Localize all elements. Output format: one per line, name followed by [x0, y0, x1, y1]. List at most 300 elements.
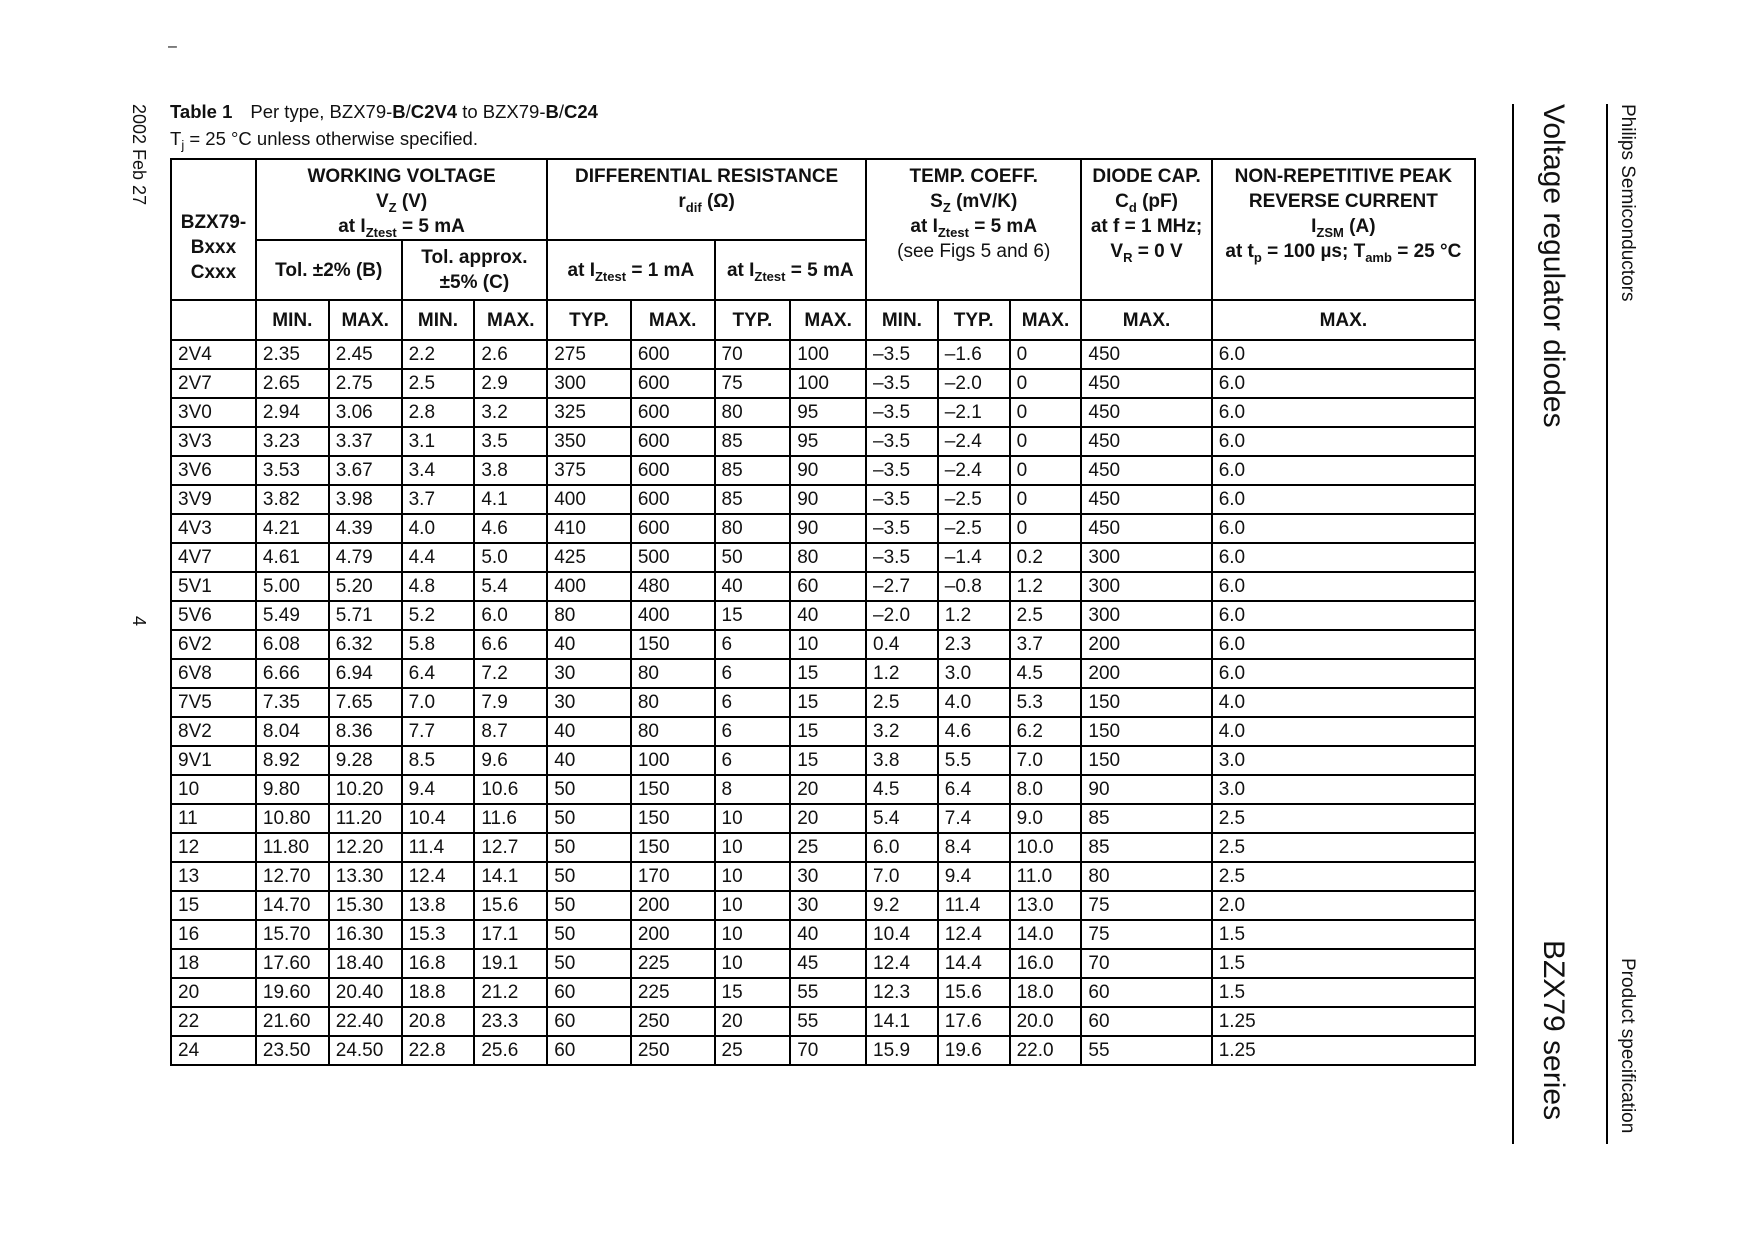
table-cell: 250 — [631, 1007, 715, 1036]
table-cell: 11.20 — [329, 804, 402, 833]
table-cell: 85 — [715, 485, 791, 514]
table-cell: 2.3 — [938, 630, 1010, 659]
table-cell: 6.08 — [256, 630, 329, 659]
table-cell: 7.65 — [329, 688, 402, 717]
table-cell: –3.5 — [866, 340, 938, 369]
table-cell: 100 — [631, 746, 715, 775]
specification-table — [170, 158, 1476, 1066]
table-cell: 480 — [631, 572, 715, 601]
table-row — [171, 369, 1475, 398]
table-cell: 9.4 — [938, 862, 1010, 891]
table-cell: 200 — [631, 891, 715, 920]
table-cell: 150 — [631, 630, 715, 659]
table-cell: 80 — [715, 398, 791, 427]
table-cell: 13.30 — [329, 862, 402, 891]
table-cell: 40 — [547, 746, 631, 775]
type-cell: 6V8 — [171, 659, 256, 688]
table-cell: 0 — [1010, 340, 1082, 369]
table-cell: 150 — [1081, 688, 1211, 717]
type-cell: 12 — [171, 833, 256, 862]
table-cell: 23.50 — [256, 1036, 329, 1065]
table-row — [171, 427, 1475, 456]
differential-resistance-header: DIFFERENTIAL RESISTANCE $r_{dif}$ (Ω) — [547, 159, 866, 240]
table-cell: 100 — [790, 340, 866, 369]
table-cell: 6.0 — [866, 833, 938, 862]
table-cell: 40 — [790, 920, 866, 949]
table-cell: 100 — [790, 369, 866, 398]
table-row — [171, 485, 1475, 514]
table-cell: 2.0 — [1212, 891, 1475, 920]
table-cell: 275 — [547, 340, 631, 369]
table-cell: 6 — [715, 717, 791, 746]
table-cell: 30 — [547, 659, 631, 688]
table-row — [171, 978, 1475, 1007]
table-cell: 9.6 — [474, 746, 547, 775]
table-cell: 4.39 — [329, 514, 402, 543]
table-cell: 0.2 — [1010, 543, 1082, 572]
table-cell: 4.6 — [474, 514, 547, 543]
table-cell: 19.6 — [938, 1036, 1010, 1065]
table-cell: 90 — [790, 514, 866, 543]
table-cell: 4.0 — [402, 514, 475, 543]
table-cell: 12.4 — [938, 920, 1010, 949]
header-rule-outer — [1606, 104, 1608, 1144]
table-cell: 150 — [1081, 717, 1211, 746]
table-row — [171, 514, 1475, 543]
table-cell: 300 — [547, 369, 631, 398]
table-cell: 60 — [1081, 978, 1211, 1007]
table-row — [171, 833, 1475, 862]
table-cell: 450 — [1081, 340, 1211, 369]
table-cell: 2.6 — [474, 340, 547, 369]
table-cell: 90 — [790, 456, 866, 485]
table-cell: 3.2 — [866, 717, 938, 746]
table-cell: 7.0 — [1010, 746, 1082, 775]
table-cell: 0 — [1010, 456, 1082, 485]
col-typ: TYP. — [938, 300, 1010, 340]
table-cell: 2.65 — [256, 369, 329, 398]
table-cell: 200 — [1081, 630, 1211, 659]
header-rule-inner — [1512, 104, 1514, 1144]
table-label: Table 1 — [170, 101, 233, 122]
table-cell: 3.1 — [402, 427, 475, 456]
table-cell: 3.7 — [402, 485, 475, 514]
table-cell: 12.7 — [474, 833, 547, 862]
table-cell: 8.7 — [474, 717, 547, 746]
table-cell: 6.4 — [938, 775, 1010, 804]
table-cell: 21.2 — [474, 978, 547, 1007]
table-cell: 30 — [790, 891, 866, 920]
table-cell: 60 — [547, 1036, 631, 1065]
table-row — [171, 775, 1475, 804]
table-cell: 15 — [790, 688, 866, 717]
table-cell: 85 — [715, 456, 791, 485]
table-cell: 15 — [715, 978, 791, 1007]
table-cell: 300 — [1081, 572, 1211, 601]
table-cell: 6.0 — [1212, 456, 1475, 485]
table-cell: 19.1 — [474, 949, 547, 978]
table-cell: 6.0 — [1212, 572, 1475, 601]
table-cell: 85 — [1081, 833, 1211, 862]
table-cell: 13.8 — [402, 891, 475, 920]
table-cell: 425 — [547, 543, 631, 572]
table-cell: 8.92 — [256, 746, 329, 775]
table-cell: 6 — [715, 659, 791, 688]
table-cell: 3.4 — [402, 456, 475, 485]
table-cell: 50 — [547, 775, 631, 804]
page-number: 4 — [129, 616, 149, 627]
table-cell: 4.79 — [329, 543, 402, 572]
table-cell: 4.1 — [474, 485, 547, 514]
col-max: MAX. — [474, 300, 547, 340]
table-cell: 40 — [547, 717, 631, 746]
table-cell: –3.5 — [866, 427, 938, 456]
table-cell: 8.04 — [256, 717, 329, 746]
type-cell: 3V6 — [171, 456, 256, 485]
col-max: MAX. — [631, 300, 715, 340]
table-cell: 150 — [631, 804, 715, 833]
table-cell: 600 — [631, 340, 715, 369]
table-cell: 0 — [1010, 369, 1082, 398]
table-cell: 10.80 — [256, 804, 329, 833]
table-row — [171, 862, 1475, 891]
table-cell: 10 — [715, 891, 791, 920]
table-cell: 2.5 — [1212, 804, 1475, 833]
type-cell: 6V2 — [171, 630, 256, 659]
table-cell: 0 — [1010, 427, 1082, 456]
table-cell: –3.5 — [866, 398, 938, 427]
table-row — [171, 630, 1475, 659]
table-cell: 6.2 — [1010, 717, 1082, 746]
reverse-current-header: NON-REPETITIVE PEAK REVERSE CURRENT $I_{ZSM}$ (A) at $t_p = 100$ µs; $T_{amb} = 25$ °C — [1212, 159, 1475, 300]
table-cell: 3.0 — [938, 659, 1010, 688]
col-max: MAX. — [1010, 300, 1082, 340]
table-cell: 600 — [631, 427, 715, 456]
table-cell: 85 — [715, 427, 791, 456]
table-cell: 4.61 — [256, 543, 329, 572]
table-cell: 15.30 — [329, 891, 402, 920]
table-cell: 6.0 — [474, 601, 547, 630]
table-cell: 80 — [547, 601, 631, 630]
table-cell: 12.3 — [866, 978, 938, 1007]
table-cell: 50 — [547, 891, 631, 920]
table-cell: 23.3 — [474, 1007, 547, 1036]
table-cell: 4.4 — [402, 543, 475, 572]
table-cell: 400 — [547, 572, 631, 601]
type-cell: 8V2 — [171, 717, 256, 746]
table-cell: 50 — [547, 804, 631, 833]
type-cell: 3V9 — [171, 485, 256, 514]
table-cell: 5.71 — [329, 601, 402, 630]
table-cell: 25 — [790, 833, 866, 862]
table-cell: 14.1 — [474, 862, 547, 891]
table-cell: 5.0 — [474, 543, 547, 572]
table-row — [171, 659, 1475, 688]
table-cell: 450 — [1081, 369, 1211, 398]
table-cell: 2.5 — [1212, 862, 1475, 891]
table-cell: –3.5 — [866, 369, 938, 398]
table-cell: 10 — [715, 804, 791, 833]
table-cell: 600 — [631, 485, 715, 514]
table-cell: 75 — [1081, 920, 1211, 949]
table-cell: 90 — [1081, 775, 1211, 804]
table-cell: 17.6 — [938, 1007, 1010, 1036]
table-cell: 20.40 — [329, 978, 402, 1007]
document-type: Product specification — [1617, 958, 1638, 1134]
table-cell: 9.28 — [329, 746, 402, 775]
table-cell: 600 — [631, 514, 715, 543]
table-cell: 5.4 — [474, 572, 547, 601]
table-cell: –2.1 — [938, 398, 1010, 427]
table-cell: 6.0 — [1212, 601, 1475, 630]
table-cell: 2.2 — [402, 340, 475, 369]
table-cell: 500 — [631, 543, 715, 572]
table-cell: 6.0 — [1212, 659, 1475, 688]
table-cell: 225 — [631, 978, 715, 1007]
table-row — [171, 804, 1475, 833]
type-cell: 2V4 — [171, 340, 256, 369]
table-cell: 15.3 — [402, 920, 475, 949]
table-cell: 80 — [631, 659, 715, 688]
table-cell: 22.8 — [402, 1036, 475, 1065]
table-row — [171, 572, 1475, 601]
table-cell: 6.94 — [329, 659, 402, 688]
table-cell: 90 — [790, 485, 866, 514]
table-row — [171, 688, 1475, 717]
table-cell: –3.5 — [866, 485, 938, 514]
table-cell: 4.8 — [402, 572, 475, 601]
tol-b-header: Tol. ±2% (B) — [256, 240, 402, 300]
table-cell: 300 — [1081, 601, 1211, 630]
working-voltage-header: WORKING VOLTAGE $V_Z$ (V) at $I_{Ztest} = 5$ mA — [256, 159, 547, 240]
table-cell: 250 — [631, 1036, 715, 1065]
table-cell: 1.5 — [1212, 978, 1475, 1007]
table-cell: 450 — [1081, 456, 1211, 485]
table-cell: 9.4 — [402, 775, 475, 804]
table-cell: 3.98 — [329, 485, 402, 514]
table-cell: 19.60 — [256, 978, 329, 1007]
table-condition: $T_j = 25$ °C unless otherwise specified. — [170, 128, 478, 153]
top-dash: – — [168, 38, 177, 55]
table-cell: –0.8 — [938, 572, 1010, 601]
type-cell: 5V1 — [171, 572, 256, 601]
table-cell: 2.94 — [256, 398, 329, 427]
table-cell: 0.4 — [866, 630, 938, 659]
table-cell: 40 — [790, 601, 866, 630]
table-cell: 15.6 — [474, 891, 547, 920]
table-cell: 7.0 — [402, 688, 475, 717]
table-cell: 21.60 — [256, 1007, 329, 1036]
table-cell: –2.7 — [866, 572, 938, 601]
table-cell: 6 — [715, 630, 791, 659]
company-name: Philips Semiconductors — [1617, 104, 1638, 302]
table-cell: 9.0 — [1010, 804, 1082, 833]
table-cell: 9.80 — [256, 775, 329, 804]
table-cell: 20 — [790, 775, 866, 804]
table-cell: 1.5 — [1212, 920, 1475, 949]
type-cell: 10 — [171, 775, 256, 804]
table-cell: 10 — [715, 920, 791, 949]
table-cell: 50 — [715, 543, 791, 572]
table-cell: 5.00 — [256, 572, 329, 601]
type-cell: 15 — [171, 891, 256, 920]
table-cell: –2.5 — [938, 485, 1010, 514]
blank-type-cell — [171, 300, 256, 340]
dr-1ma-header: at $I_{Ztest} = 1$ mA — [547, 240, 714, 300]
table-cell: 6.0 — [1212, 398, 1475, 427]
table-cell: 6.0 — [1212, 543, 1475, 572]
table-cell: 300 — [1081, 543, 1211, 572]
table-cell: 3.67 — [329, 456, 402, 485]
table-cell: 75 — [1081, 891, 1211, 920]
table-cell: 3.0 — [1212, 746, 1475, 775]
table-cell: –3.5 — [866, 543, 938, 572]
table-cell: 7.35 — [256, 688, 329, 717]
table-cell: 80 — [1081, 862, 1211, 891]
table-title: Table 1 Per type, BZX79-B/C2V4 to BZX79-B/C24 — [170, 101, 598, 122]
table-cell: 150 — [631, 775, 715, 804]
table-cell: 9.2 — [866, 891, 938, 920]
table-cell: –2.0 — [938, 369, 1010, 398]
table-cell: –3.5 — [866, 514, 938, 543]
table-cell: 80 — [631, 717, 715, 746]
table-row — [171, 949, 1475, 978]
document-title: Voltage regulator diodes — [1537, 104, 1570, 428]
table-cell: 600 — [631, 398, 715, 427]
table-cell: 3.0 — [1212, 775, 1475, 804]
table-row — [171, 456, 1475, 485]
table-cell: 200 — [631, 920, 715, 949]
table-cell: 6.0 — [1212, 427, 1475, 456]
table-cell: 4.0 — [1212, 717, 1475, 746]
type-cell: 4V7 — [171, 543, 256, 572]
col-min: MIN. — [866, 300, 938, 340]
table-cell: 6.0 — [1212, 514, 1475, 543]
table-cell: 3.2 — [474, 398, 547, 427]
table-cell: 95 — [790, 427, 866, 456]
table-cell: –1.6 — [938, 340, 1010, 369]
table-cell: 15.9 — [866, 1036, 938, 1065]
table-cell: 1.5 — [1212, 949, 1475, 978]
table-cell: 30 — [547, 688, 631, 717]
table-cell: 8 — [715, 775, 791, 804]
table-cell: –2.4 — [938, 456, 1010, 485]
table-cell: 25 — [715, 1036, 791, 1065]
table-cell: 60 — [1081, 1007, 1211, 1036]
table-cell: 16.8 — [402, 949, 475, 978]
table-cell: –3.5 — [866, 456, 938, 485]
table-cell: 6.0 — [1212, 485, 1475, 514]
table-row — [171, 340, 1475, 369]
table-cell: 95 — [790, 398, 866, 427]
tol-c-header: Tol. approx. ±5% (C) — [402, 240, 548, 300]
table-cell: 2.5 — [402, 369, 475, 398]
table-cell: 200 — [1081, 659, 1211, 688]
table-cell: 55 — [1081, 1036, 1211, 1065]
table-cell: 0 — [1010, 514, 1082, 543]
table-cell: 600 — [631, 456, 715, 485]
table-cell: 10 — [790, 630, 866, 659]
type-cell: 3V3 — [171, 427, 256, 456]
table-cell: 15 — [790, 717, 866, 746]
col-min: MIN. — [402, 300, 475, 340]
table-cell: 3.8 — [474, 456, 547, 485]
table-cell: 70 — [790, 1036, 866, 1065]
type-cell: 3V0 — [171, 398, 256, 427]
table-cell: 14.0 — [1010, 920, 1082, 949]
table-cell: 3.23 — [256, 427, 329, 456]
table-cell: 7.2 — [474, 659, 547, 688]
type-cell: 2V7 — [171, 369, 256, 398]
table-cell: 20 — [715, 1007, 791, 1036]
table-cell: 0 — [1010, 485, 1082, 514]
table-row — [171, 398, 1475, 427]
table-cell: 80 — [790, 543, 866, 572]
header-row-3 — [171, 300, 1475, 340]
table-cell: 4.6 — [938, 717, 1010, 746]
table-cell: 400 — [631, 601, 715, 630]
table-cell: 6.32 — [329, 630, 402, 659]
table-cell: 170 — [631, 862, 715, 891]
table-cell: 16.30 — [329, 920, 402, 949]
table-cell: 225 — [631, 949, 715, 978]
temp-coeff-header: TEMP. COEFF. $S_Z$ (mV/K) at $I_{Ztest} = 5$ mA (see Figs 5 and 6) — [866, 159, 1081, 300]
type-header: BZX79- Bxxx Cxxx — [171, 159, 256, 300]
col-max: MAX. — [790, 300, 866, 340]
table-cell: 10 — [715, 833, 791, 862]
table-row — [171, 601, 1475, 630]
table-cell: 1.2 — [938, 601, 1010, 630]
table-cell: 14.1 — [866, 1007, 938, 1036]
table-cell: 80 — [715, 514, 791, 543]
table-cell: 11.6 — [474, 804, 547, 833]
table-cell: 11.80 — [256, 833, 329, 862]
table-cell: 6.0 — [1212, 369, 1475, 398]
table-cell: 4.0 — [1212, 688, 1475, 717]
table-cell: 10.0 — [1010, 833, 1082, 862]
table-cell: 11.4 — [938, 891, 1010, 920]
table-cell: 15.70 — [256, 920, 329, 949]
table-cell: 3.06 — [329, 398, 402, 427]
table-cell: 1.2 — [1010, 572, 1082, 601]
table-cell: 5.4 — [866, 804, 938, 833]
table-row — [171, 1036, 1475, 1065]
table-cell: 2.8 — [402, 398, 475, 427]
table-cell: 10 — [715, 862, 791, 891]
table-cell: 60 — [547, 978, 631, 1007]
type-cell: 7V5 — [171, 688, 256, 717]
table-cell: 8.4 — [938, 833, 1010, 862]
table-cell: 10 — [715, 949, 791, 978]
type-cell: 9V1 — [171, 746, 256, 775]
table-cell: 3.7 — [1010, 630, 1082, 659]
table-cell: 17.60 — [256, 949, 329, 978]
table-row — [171, 920, 1475, 949]
table-cell: 18.40 — [329, 949, 402, 978]
document-date: 2002 Feb 27 — [129, 104, 149, 206]
table-cell: 5.20 — [329, 572, 402, 601]
table-cell: 2.75 — [329, 369, 402, 398]
type-cell: 13 — [171, 862, 256, 891]
table-row — [171, 543, 1475, 572]
table-cell: 350 — [547, 427, 631, 456]
table-cell: 400 — [547, 485, 631, 514]
table-cell: 10.4 — [402, 804, 475, 833]
table-cell: 450 — [1081, 398, 1211, 427]
table-cell: 14.70 — [256, 891, 329, 920]
table-row — [171, 746, 1475, 775]
table-cell: 22.0 — [1010, 1036, 1082, 1065]
